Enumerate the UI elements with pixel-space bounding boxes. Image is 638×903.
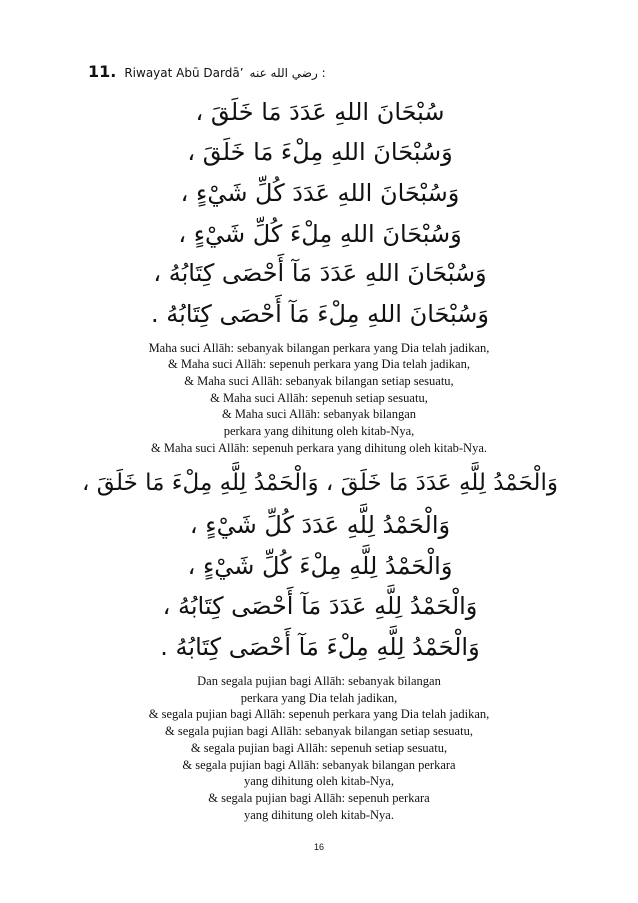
arabic-line: وَسُبْحَانَ اللهِ مِلْءَ مَآ أَحْصَى كِتَابُهُ . bbox=[151, 300, 489, 328]
arabic-line: وَالْحَمْدُ لِلَّهِ عَدَدَ مَآ أَحْصَى كِتَابُهُ ، bbox=[162, 592, 478, 620]
arabic-line: وَسُبْحَانَ اللهِ عَدَدَ مَآ أَحْصَى كِتَابُهُ ، bbox=[153, 259, 487, 287]
page-number: 16 bbox=[313, 842, 324, 852]
translation-line: yang dihitung oleh kitab-Nya. bbox=[244, 808, 394, 822]
arabic-line: وَالْحَمْدُ لِلَّهِ عَدَدَ مَا خَلَقَ ، وَالْحَمْدُ لِلَّهِ مِلْءَ مَا خَلَقَ ، bbox=[82, 470, 558, 496]
translation-line: & Maha suci Allāh: sebanyak bilangan setiap sesuatu, bbox=[184, 374, 454, 388]
heading-colon: : bbox=[321, 66, 326, 80]
section-heading bbox=[88, 62, 326, 81]
translation-line: yang dihitung oleh kitab-Nya, bbox=[244, 774, 394, 788]
heading-number: 11. bbox=[88, 62, 117, 81]
translation-line: & segala pujian bagi Allāh: sebanyak bilangan setiap sesuatu, bbox=[165, 724, 473, 738]
translation-line: perkara yang Dia telah jadikan, bbox=[240, 691, 398, 705]
translation-line: Dan segala pujian bagi Allāh: sebanyak bilangan bbox=[197, 674, 441, 688]
arabic-line: وَسُبْحَانَ اللهِ مِلْءَ مَا خَلَقَ ، bbox=[187, 138, 453, 166]
translation-line: & Maha suci Allāh: sepenuh setiap sesuatu, bbox=[210, 391, 428, 405]
arabic-line: وَالْحَمْدُ لِلَّهِ مِلْءَ كُلِّ شَيْءٍ ، bbox=[187, 552, 453, 580]
translation-line: Maha suci Allāh: sebanyak bilangan perkara yang Dia telah jadikan, bbox=[148, 341, 490, 355]
arabic-line: وَسُبْحَانَ اللهِ مِلْءَ كُلِّ شَيْءٍ ، bbox=[178, 220, 462, 248]
translation-line: & segala pujian bagi Allāh: sepenuh perkara bbox=[208, 791, 430, 805]
honorific-symbol: رضي الله عنه bbox=[249, 66, 318, 80]
translation-line: & segala pujian bagi Allāh: sepenuh perkara yang Dia telah jadikan, bbox=[148, 707, 490, 721]
translation-line: & Maha suci Allāh: sepenuh perkara yang dihitung oleh kitab-Nya. bbox=[150, 441, 488, 455]
translation-line: & Maha suci Allāh: sepenuh perkara yang Dia telah jadikan, bbox=[168, 357, 470, 371]
translation-line: perkara yang dihitung oleh kitab-Nya, bbox=[223, 424, 415, 438]
translation-line: & segala pujian bagi Allāh: sepenuh setiap sesuatu, bbox=[190, 741, 448, 755]
translation-line: & Maha suci Allāh: sebanyak bilangan bbox=[221, 407, 417, 421]
arabic-line: سُبْحَانَ اللهِ عَدَدَ مَا خَلَقَ ، bbox=[195, 98, 445, 126]
heading-title: Riwayat Abū Dardā’ bbox=[124, 66, 244, 80]
arabic-line: وَسُبْحَانَ اللهِ عَدَدَ كُلِّ شَيْءٍ ، bbox=[180, 179, 460, 207]
arabic-line: وَالْحَمْدُ لِلَّهِ مِلْءَ مَآ أَحْصَى كِتَابُهُ . bbox=[160, 633, 480, 661]
translation-line: & segala pujian bagi Allāh: sebanyak bilangan perkara bbox=[182, 758, 456, 772]
arabic-line: وَالْحَمْدُ لِلَّهِ عَدَدَ كُلِّ شَيْءٍ ، bbox=[189, 511, 451, 539]
